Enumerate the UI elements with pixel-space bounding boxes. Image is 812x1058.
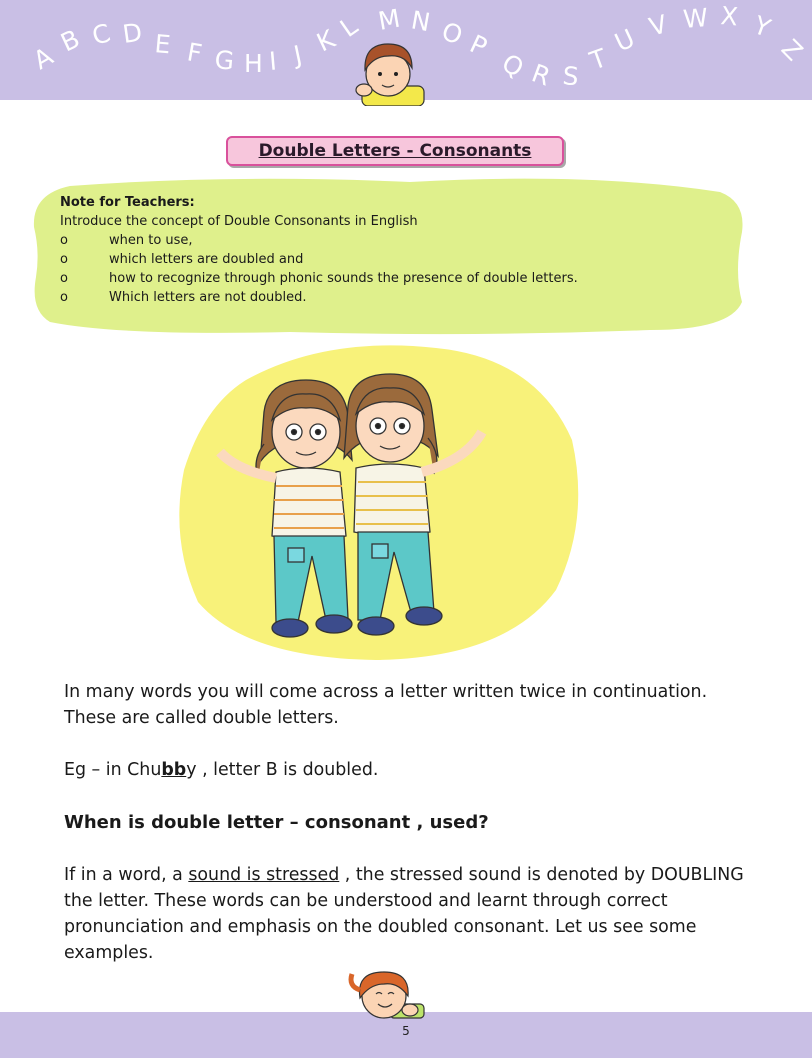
alphabet-letter: P [465,29,492,62]
note-item [60,250,720,269]
alphabet-letter: V [646,9,671,42]
alphabet-letter: E [153,29,172,60]
note-item-text: which letters are doubled and [109,252,304,267]
boy-peeking-illustration [352,34,428,106]
alphabet-letter: I [267,46,278,76]
twin-girls-illustration [176,340,586,660]
example-word-end: y [186,760,197,780]
note-item [60,231,720,250]
example-suffix: , letter B is doubled. [196,760,379,780]
note-item-text: how to recognize through phonic sounds the presence of double letters. [109,271,578,286]
alphabet-letter: K [312,24,340,58]
alphabet-letter: H [244,49,263,78]
alphabet-letter: W [681,2,710,34]
alphabet-letter: C [89,18,114,51]
explanation-prefix: If in a word, a [64,865,189,885]
note-item-text: when to use, [109,233,193,248]
note-item-text: Which letters are not doubled. [109,290,307,305]
section-heading: When is double letter – consonant , used? [64,812,489,833]
example-doubled-letters: bb [161,760,187,780]
note-bullet: o [60,271,68,286]
alphabet-letter: G [213,45,236,76]
note-heading: Note for Teachers: [60,195,195,210]
page-number: 5 [402,1024,410,1038]
note-bullet: o [60,233,68,248]
alphabet-letter: Y [749,10,775,43]
alphabet-letter: U [610,23,640,58]
girl-peeking-illustration [346,966,426,1022]
alphabet-letter: S [561,61,580,92]
alphabet-letter: A [28,41,58,76]
intro-paragraph: In many words you will come across a letter written twice in continuation. These are called double letters. [64,682,708,728]
note-item [60,288,720,307]
alphabet-letter: L [334,11,363,43]
teacher-note [60,193,720,307]
alphabet-letter: F [184,37,205,69]
alphabet-letter: J [291,39,305,70]
alphabet-letter: O [437,16,467,51]
alphabet-letter: Z [775,33,809,67]
alphabet-letter: N [408,5,433,38]
page-title [226,136,564,166]
example-paragraph [64,757,764,783]
alphabet-letter: D [120,17,144,49]
explanation-suffix: , the stressed sound is denoted by DOUBLING the letter. These words can be understood and learnt through correct pronunciation and emphasis on the doubled consonant. Let us see some examples. [64,865,744,963]
page-title-text: Double Letters - Consonants [258,141,532,161]
note-bullet: o [60,252,68,267]
alphabet-letter: Q [497,48,529,84]
explanation-underlined: sound is stressed [188,865,340,885]
example-prefix: Eg – in Chu [64,760,162,780]
alphabet-letter: B [56,23,85,58]
note-intro: Introduce the concept of Double Consonants in English [60,214,418,229]
alphabet-letter: R [527,58,555,92]
explanation-paragraph [64,862,764,966]
note-bullet: o [60,290,68,305]
alphabet-letter: M [376,3,403,36]
alphabet-letter: X [719,1,740,32]
alphabet-letter: T [586,43,611,76]
note-item [60,269,720,288]
